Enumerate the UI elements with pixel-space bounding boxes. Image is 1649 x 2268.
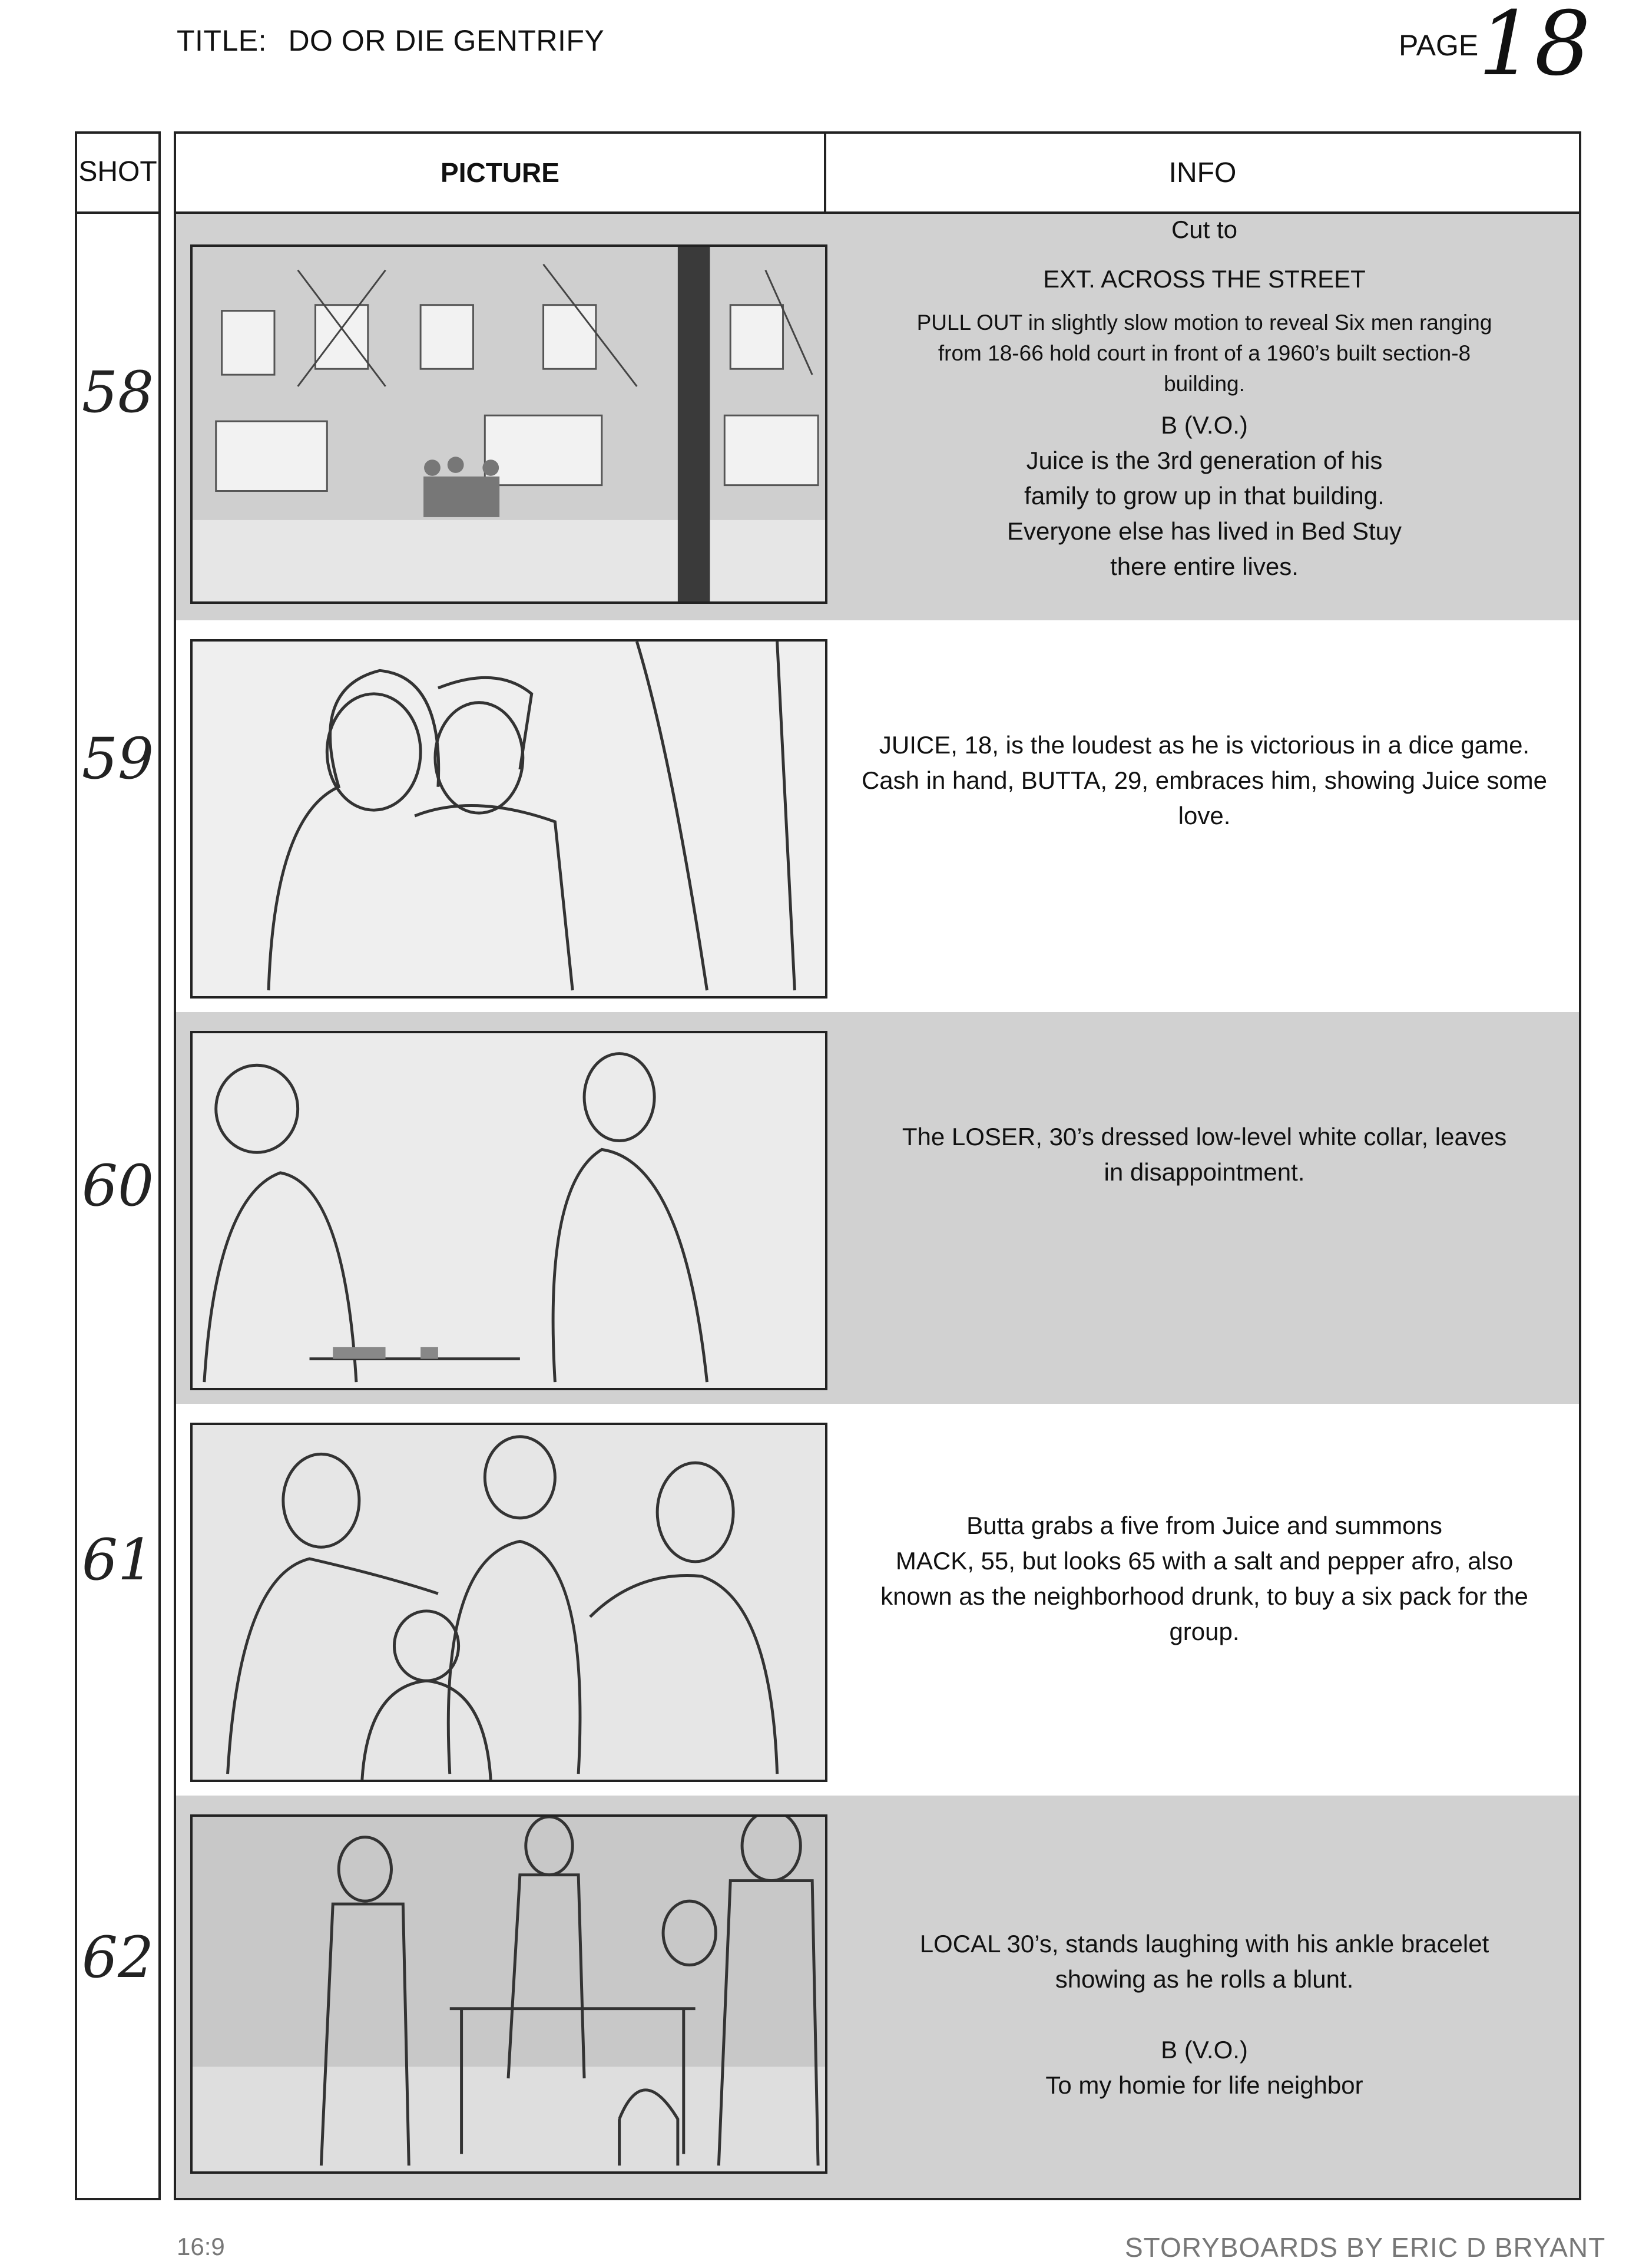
info-line: in disappointment. <box>1104 1158 1305 1186</box>
info-line: family to grow up in that building. <box>1024 482 1385 510</box>
sketch-frame-60 <box>190 1031 827 1390</box>
info-line: PULL OUT in slightly slow motion to reveal Six men ranging <box>916 310 1492 335</box>
info-line: JUICE, 18, is the loudest as he is victorious in a dice game. <box>879 731 1530 759</box>
shot-61-info <box>827 1508 1581 1649</box>
info-line: Cut to <box>1171 216 1238 243</box>
info-line: known as the neighborhood drunk, to buy a six pack for the <box>880 1582 1528 1610</box>
info-line: Everyone else has lived in Bed Stuy <box>1006 517 1402 545</box>
shot-number: 61 <box>81 1527 154 1593</box>
info-line: Juice is the 3rd generation of his <box>1026 447 1383 474</box>
info-line: Cash in hand, BUTTA, 29, embraces him, showing Juice some <box>861 766 1548 794</box>
title-value: DO OR DIE GENTRIFY <box>288 24 605 57</box>
info-line: love. <box>1178 802 1231 829</box>
sketch-frame-58 <box>190 244 827 604</box>
info-line: showing as he rolls a blunt. <box>1055 1965 1354 1993</box>
shot-60-info <box>827 1119 1581 1190</box>
page-number: 18 <box>1478 0 1591 95</box>
shot-58-info <box>827 212 1581 584</box>
info-line: there entire lives. <box>1110 553 1299 580</box>
sketch-frame-61 <box>190 1423 827 1782</box>
info-column-header: INFO <box>1168 157 1237 189</box>
info-line: MACK, 55, but looks 65 with a salt and pepper afro, also <box>895 1547 1514 1575</box>
sketch-frame-59 <box>190 639 827 999</box>
info-line: building. <box>1164 372 1245 396</box>
handshake-sketch-icon <box>193 1425 825 1780</box>
page-label: PAGE <box>1399 29 1479 62</box>
shot-59-info <box>827 728 1581 834</box>
table-header <box>174 131 1581 214</box>
title-label: TITLE: <box>177 24 267 57</box>
shot-number: 60 <box>81 1153 154 1219</box>
info-line: B (V.O.) <box>1161 411 1248 439</box>
info-line: group. <box>1169 1618 1240 1645</box>
credit-label: STORYBOARDS BY ERIC D BRYANT <box>1125 2232 1606 2263</box>
shot-number: 58 <box>81 359 154 425</box>
shot-62-info <box>827 1926 1581 2103</box>
picture-column-header: PICTURE <box>441 157 559 188</box>
figures-sketch-icon <box>193 642 825 996</box>
info-line: Butta grabs a five from Juice and summons <box>966 1512 1442 1539</box>
info-line: To my homie for life neighbor <box>1045 2071 1363 2099</box>
info-line: EXT. ACROSS THE STREET <box>1043 265 1366 293</box>
shot-number: 59 <box>81 726 154 792</box>
dice-game-sketch-icon <box>193 1033 825 1388</box>
info-line: B (V.O.) <box>1161 2036 1248 2064</box>
info-line: The LOSER, 30’s dressed low-level white collar, leaves <box>902 1123 1507 1150</box>
sketch-frame-62 <box>190 1814 827 2174</box>
street-corner-sketch-icon <box>193 1817 825 2171</box>
info-line: LOCAL 30’s, stands laughing with his ankle bracelet <box>919 1930 1489 1958</box>
info-line: from 18-66 hold court in front of a 1960’s built section-8 <box>938 341 1471 365</box>
shot-number: 62 <box>81 1925 154 1991</box>
building-sketch-icon <box>193 247 825 601</box>
shot-column-header: SHOT <box>75 131 161 214</box>
aspect-ratio-label: 16:9 <box>177 2233 225 2260</box>
storyboard-title <box>177 24 604 58</box>
